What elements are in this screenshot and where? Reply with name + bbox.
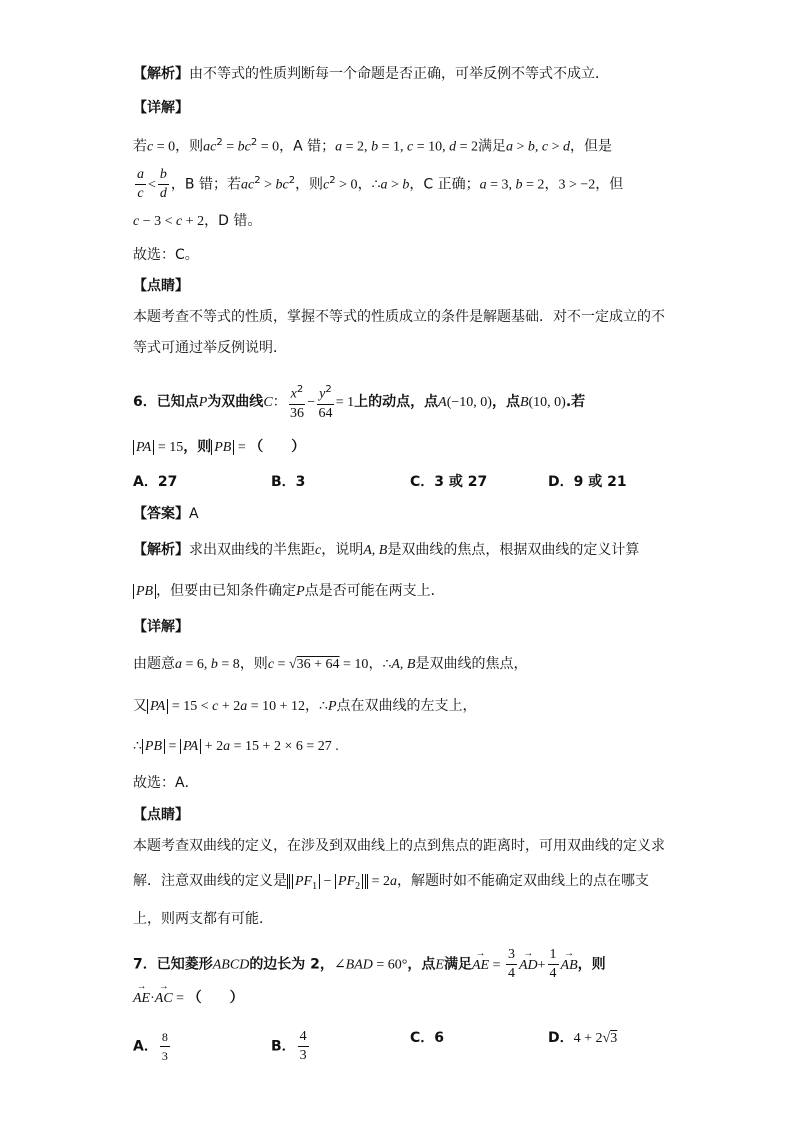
q5-analysis-line	[133, 64, 609, 84]
q6-detail-line-2: 又 PA = 15 < c + 2a = 10 + 12，∴P点在双曲线的左支上，	[133, 698, 477, 714]
q5-comment-tag: 【点睛】	[133, 278, 189, 294]
q7-option-d[interactable]: D．4 + 2√3	[548, 1030, 618, 1046]
q6-stem-line-2: PA = 15，则 PB = （ ）	[133, 437, 305, 458]
q5-detail-line-3: c − 3 < c + 2，D 错。	[133, 213, 262, 229]
q7-option-c[interactable]: C．6	[410, 1030, 445, 1046]
q6-choose: 故选：A．	[133, 775, 199, 791]
q6-detail-line-3: ∴ PB = PA + 2a = 15 + 2 × 6 = 27 .	[133, 739, 339, 754]
q6-comment-line-1: 本题考查双曲线的定义，在涉及到双曲线上的点到焦点的距离时，可用双曲线的定义求	[133, 838, 665, 854]
q6-option-d[interactable]: D．9 或 21	[548, 474, 627, 490]
q7-option-a[interactable]: A． $\frac{8}{3}$	[133, 1030, 168, 1063]
q6-analysis-line-1: 【解析】求出双曲线的半焦距c，说明A, B是双曲线的焦点，根据双曲线的定义计算	[133, 542, 640, 558]
q5-comment-line-2: 等式可通过举反例说明．	[133, 340, 287, 356]
q6-stem-line-1: 6．已知点P为双曲线C： $\frac{x^2}{36}$ − $\frac{y^2}{64}$ = 1上的动点，点A(−10, 0)，点B(10, 0).若	[133, 381, 585, 423]
q5-choose: 故选：C。	[133, 247, 199, 263]
q6-option-c[interactable]: C．3 或 27	[410, 474, 488, 490]
q5-detail-line-2: $\frac{a}{c}$ < $\frac{b}{d}$ ，B 错；若$ac^2 > bc^2$，则$c^2 > 0$，∴a > b，C 正确；a = 3, b = 2，3 > −2，但	[137, 167, 624, 201]
analysis-tag: 【解析】	[133, 66, 189, 82]
answer-value: A	[189, 506, 199, 522]
q6-detail-tag: 【详解】	[133, 619, 189, 635]
q6-detail-line-1: 由题意a = 6, b = 8，则c = √36 + 64 = 10，∴A, B是双曲线的焦点，	[133, 656, 528, 672]
q6-comment-line-3: 上，则两支都有可能．	[133, 911, 273, 927]
q6-analysis-line-2: PB ，但要由已知条件确定P点是否可能在两支上．	[133, 581, 445, 602]
answer-tag: 【答案】	[133, 506, 189, 522]
q6-comment-line-2: 解．注意双曲线的定义是 $PF_1 - PF_2 = 2a$，解题时如不能确定双曲线上的点在哪支	[133, 873, 650, 892]
q5-detail-line-1: 若c = 0，则$ac^2 = bc^2 = 0$，A 错；a = 2, b = 1, c = 10, d = 2满足a > b, c > d，但是	[133, 137, 613, 155]
q5-detail-tag: 【详解】	[133, 100, 189, 116]
analysis-text: 由不等式的性质判断每一个命题是否正确，可举反例不等式不成立．	[189, 66, 609, 82]
q6-comment-tag: 【点睛】	[133, 807, 189, 823]
q6-option-b[interactable]: B．3	[271, 474, 306, 490]
q6-option-a[interactable]: A．27	[133, 474, 178, 490]
q7-stem-line-2: → AE·→ AC = （ ）	[133, 988, 244, 1009]
q7-option-b[interactable]: B． $\frac{4}{3}$	[271, 1029, 307, 1063]
q6-answer-line	[133, 504, 199, 524]
q5-comment-line-1: 本题考查不等式的性质，掌握不等式的性质成立的条件是解题基础．对不一定成立的不	[133, 309, 665, 325]
q7-stem-line-1: 7．已知菱形ABCD的边长为 2，∠BAD = 60°，点E满足→ AE = $\frac{3}{4}$ → AD+ $\frac{1}{4}$ → AB，则	[133, 946, 606, 983]
